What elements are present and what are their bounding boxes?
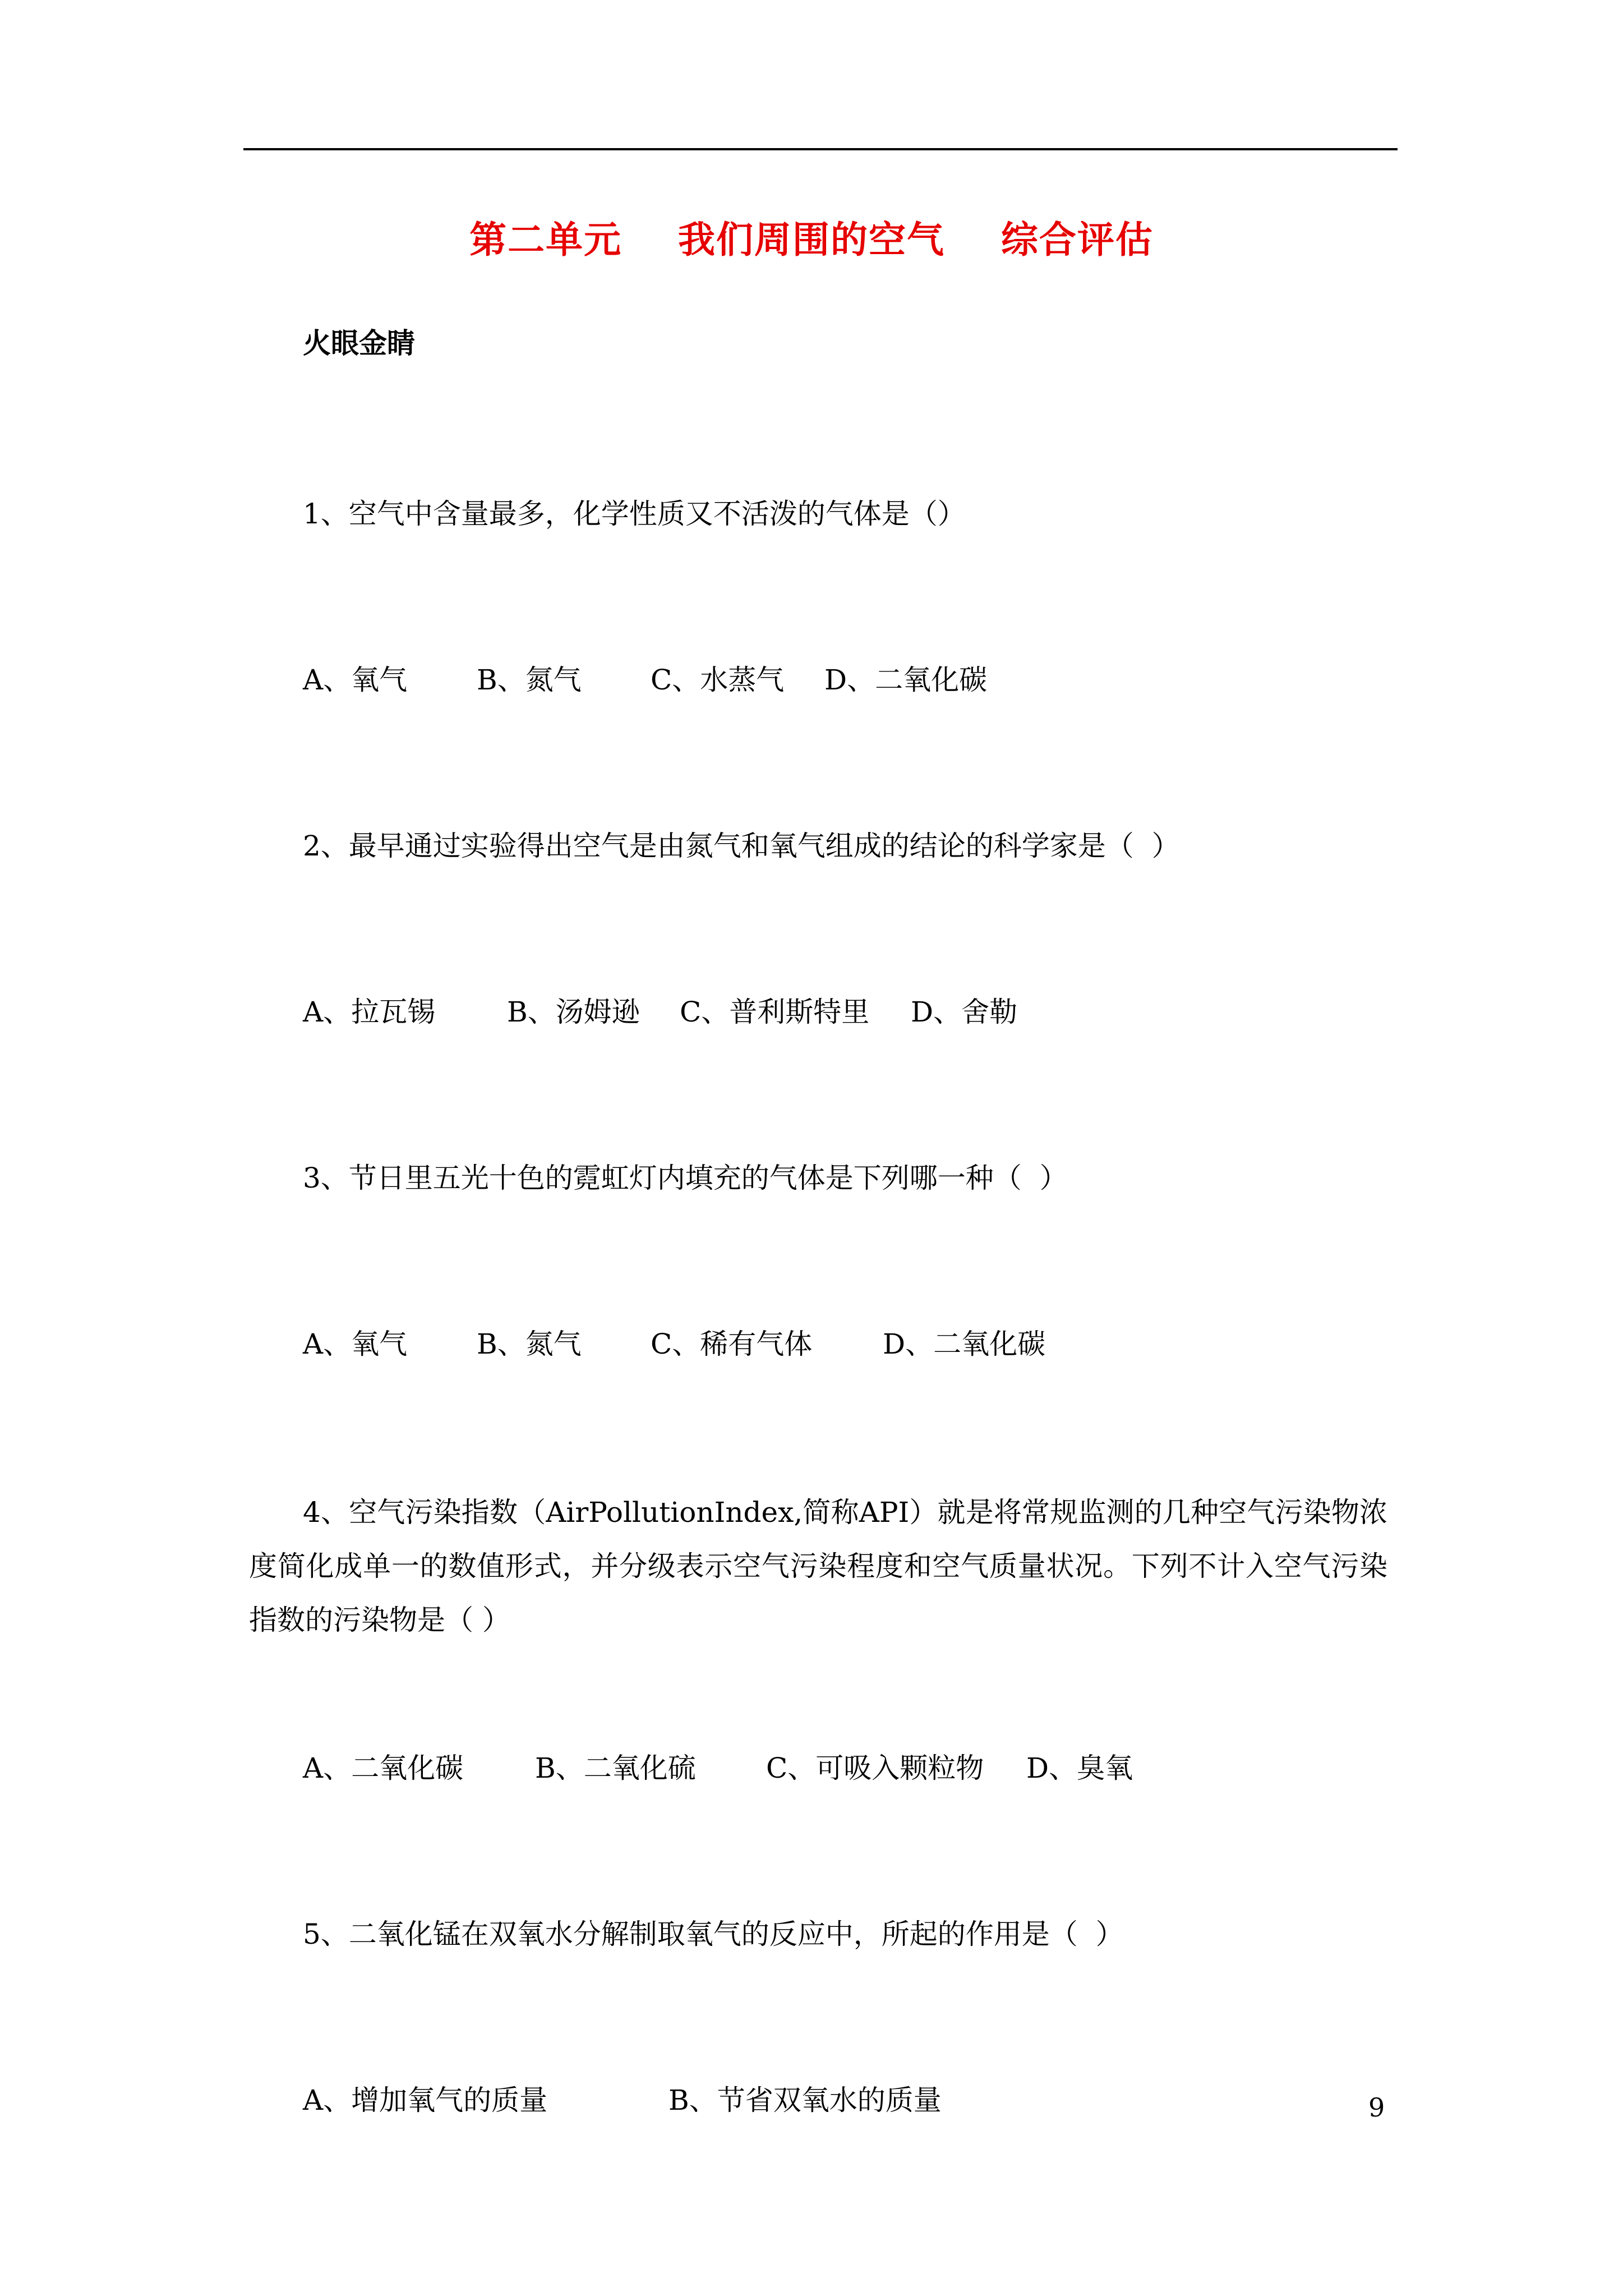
question-3-option-c: C、稀有气体 bbox=[651, 1328, 813, 1360]
question-1-option-b: B、氮气 bbox=[477, 664, 582, 696]
question-5-option-b: B、节省双氧水的质量 bbox=[668, 2084, 942, 2116]
question-1-option-a: A、氧气 bbox=[303, 664, 408, 696]
question-1-text: 1、空气中含量最多，化学性质又不活泼的气体是（） bbox=[303, 498, 966, 530]
page-number: 9 bbox=[1368, 2092, 1385, 2123]
header-rule bbox=[243, 148, 1398, 150]
question-2-option-a: A、拉瓦锡 bbox=[303, 996, 436, 1028]
question-5-option-a: A、增加氧气的质量 bbox=[303, 2084, 548, 2116]
question-1-option-c: C、水蒸气 bbox=[651, 664, 785, 696]
question-4-text: 4、空气污染指数（AirPollutionIndex,简称API）就是将常规监测的几种空气污染物浓度简化成单一的数值形式，并分级表示空气污染程度和空气质量状况。下列不计入空气污染指数的污染物是（ ） bbox=[249, 1496, 1387, 1636]
question-3-text: 3、节日里五光十色的霓虹灯内填充的气体是下列哪一种（ ） bbox=[303, 1162, 1068, 1194]
question-4-option-b: B、二氧化硫 bbox=[535, 1752, 696, 1784]
question-2-option-c: C、普利斯特里 bbox=[680, 996, 870, 1028]
question-4-option-a: A、二氧化碳 bbox=[303, 1752, 464, 1784]
question-4-option-c: C、可吸入颗粒物 bbox=[766, 1752, 984, 1784]
question-2-option-b: B、汤姆逊 bbox=[507, 996, 640, 1028]
question-5-text: 5、二氧化锰在双氧水分解制取氧气的反应中，所起的作用是（ ） bbox=[303, 1918, 1124, 1950]
question-2-option-d: D、舍勒 bbox=[911, 996, 1018, 1028]
question-3-option-b: B、氮气 bbox=[477, 1328, 582, 1360]
question-4-option-d: D、臭氧 bbox=[1026, 1752, 1133, 1784]
page-title: 第二单元 我们周围的空气 综合评估 bbox=[469, 218, 1154, 261]
question-1-option-d: D、二氧化碳 bbox=[824, 664, 988, 696]
question-3-option-a: A、氧气 bbox=[303, 1328, 408, 1360]
question-2-text: 2、最早通过实验得出空气是由氮气和氧气组成的结论的科学家是（ ） bbox=[303, 830, 1180, 862]
question-3-option-d: D、二氧化碳 bbox=[883, 1328, 1046, 1360]
section-heading: 火眼金睛 bbox=[303, 326, 415, 360]
